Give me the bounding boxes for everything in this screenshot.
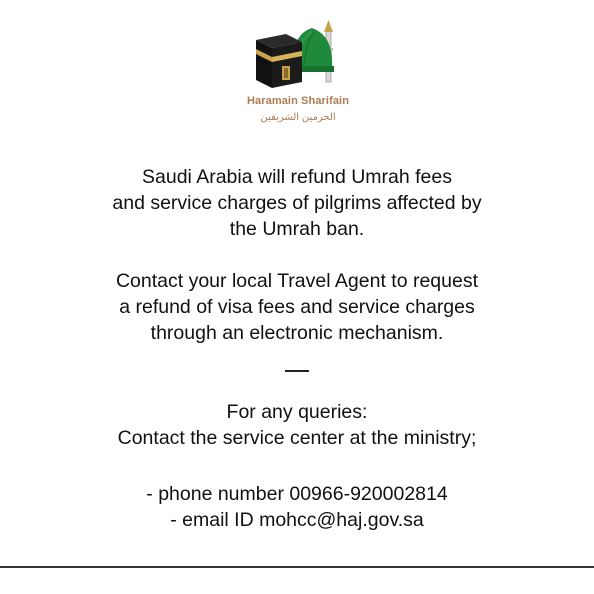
email-address: - email ID mohcc@haj.gov.sa bbox=[170, 509, 424, 531]
queries-heading: For any queries: bbox=[226, 401, 368, 423]
refund-instruction bbox=[0, 268, 594, 346]
instruction-line: a refund of visa fees and service charges bbox=[119, 296, 475, 318]
announcement-line: Saudi Arabia will refund Umrah fees bbox=[142, 166, 452, 188]
instruction-line: through an electronic mechanism. bbox=[150, 322, 444, 344]
haramain-sharifain-logo bbox=[235, 20, 361, 132]
announcement-line: and service charges of pilgrims affected by bbox=[112, 192, 482, 214]
contact-details bbox=[0, 481, 594, 533]
queries-section bbox=[0, 399, 594, 451]
instruction-line: Contact your local Travel Agent to request bbox=[115, 270, 479, 292]
kaaba-and-green-dome-icon bbox=[252, 20, 344, 94]
logo-name-arabic: الحرمين الشريفين bbox=[260, 112, 336, 123]
refund-announcement bbox=[0, 164, 594, 242]
phone-number: - phone number 00966-920002814 bbox=[146, 483, 448, 505]
queries-line: Contact the service center at the ministry; bbox=[117, 427, 477, 449]
section-divider bbox=[285, 370, 309, 372]
announcement-line: the Umrah ban. bbox=[229, 218, 365, 240]
logo-name-english: Haramain Sharifain bbox=[246, 95, 350, 107]
bottom-divider bbox=[0, 566, 594, 568]
